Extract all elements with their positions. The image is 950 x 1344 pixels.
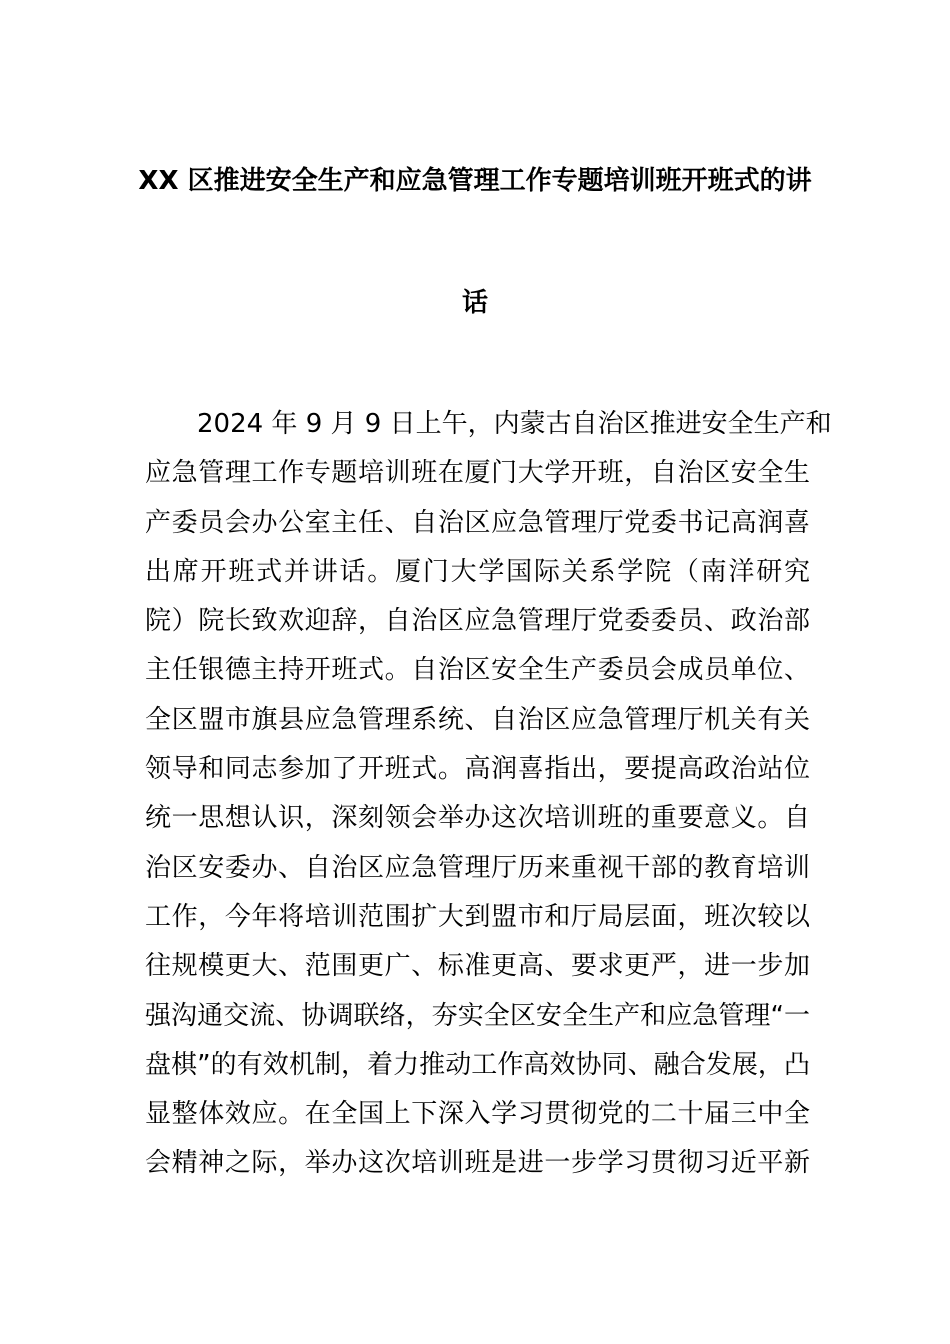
document-body <box>145 400 832 1189</box>
body-line: 强沟通交流、协调联络，夯实全区安全生产和应急管理“一 <box>145 1000 810 1031</box>
body-line: 盘棋”的有效机制，着力推动工作高效协同、融合发展，凸 <box>145 1049 810 1080</box>
body-line: 显整体效应。在全国上下深入学习贯彻党的二十届三中全 <box>145 1099 810 1130</box>
body-line: 工作，今年将培训范围扩大到盟市和厅局层面，班次较以 <box>145 901 810 932</box>
body-line: 2024 年 9 月 9 日上午，内蒙古自治区推进安全生产和 <box>197 409 832 439</box>
body-line: 产委员会办公室主任、自治区应急管理厅党委书记高润喜 <box>145 507 810 538</box>
body-line: 往规模更大、范围更广、标准更高、要求更严，进一步加 <box>145 951 810 982</box>
body-line: 院）院长致欢迎辞，自治区应急管理厅党委委员、政治部 <box>145 606 810 637</box>
body-line: 主任银德主持开班式。自治区安全生产委员会成员单位、 <box>145 655 810 686</box>
body-line: 会精神之际，举办这次培训班是进一步学习贯彻习近平新 <box>145 1148 810 1179</box>
body-line: 全区盟市旗县应急管理系统、自治区应急管理厅机关有关 <box>145 704 810 735</box>
document-title-line-2: 话 <box>461 288 488 318</box>
body-line: 领导和同志参加了开班式。高润喜指出，要提高政治站位 <box>145 754 810 785</box>
body-line: 治区安委办、自治区应急管理厅历来重视干部的教育培训 <box>145 852 810 883</box>
body-line: 应急管理工作专题培训班在厦门大学开班，自治区安全生 <box>145 458 810 489</box>
document-title-line-1: XX 区推进安全生产和应急管理工作专题培训班开班式的讲 <box>138 166 812 196</box>
body-line: 统一思想认识，深刻领会举办这次培训班的重要意义。自 <box>145 803 810 834</box>
body-line: 出席开班式并讲话。厦门大学国际关系学院（南洋研究 <box>145 556 810 587</box>
